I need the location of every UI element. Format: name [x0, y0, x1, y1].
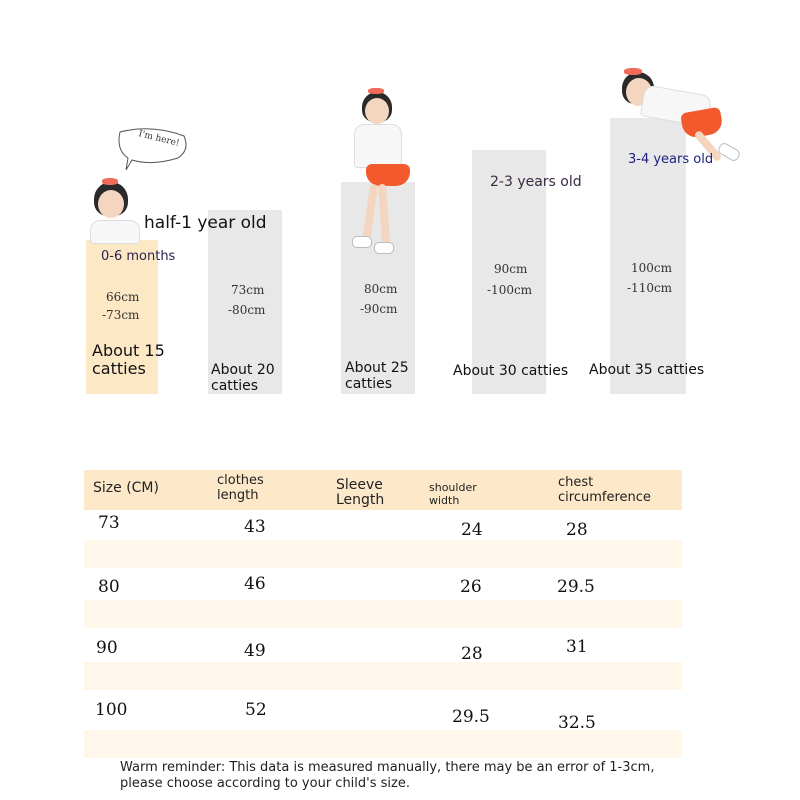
stage-weight-line-2: catties — [92, 359, 146, 378]
header-clothes-length-line-1: clothes — [217, 473, 264, 488]
stage-weight-line-2: catties — [211, 378, 259, 394]
child-photo-1-2-years — [346, 86, 416, 266]
child-photo-0-6-months — [86, 176, 142, 242]
cell-chest: 32.5 — [558, 713, 596, 733]
header-chest-line-2: circumference — [558, 490, 651, 505]
header-sleeve-line-2: Length — [336, 492, 385, 508]
cell-chest: 29.5 — [557, 577, 595, 597]
stage-weight — [211, 362, 275, 394]
stage-height-to: -73cm — [102, 308, 140, 322]
header-clothes-length-line-2: length — [217, 488, 259, 503]
stage-weight-line-1: About 25 — [345, 360, 409, 376]
stage-weight-line-1: About 20 — [211, 362, 275, 378]
cell-shoulder-width: 24 — [461, 520, 483, 540]
cell-chest: 31 — [566, 637, 588, 657]
stage-weight-line-1: About 35 catties — [589, 362, 705, 378]
stage-height-from: 73cm — [231, 283, 265, 297]
stage-age-label: half-1 year old — [144, 213, 267, 233]
stage-height-from: 100cm — [631, 261, 673, 275]
cell-shoulder-width: 26 — [460, 577, 482, 597]
cell-shoulder-width: 29.5 — [452, 707, 490, 727]
cell-size: 73 — [98, 513, 120, 533]
header-shoulder-width — [429, 481, 477, 507]
stage-weight — [345, 360, 409, 392]
cell-clothes-length: 52 — [245, 700, 267, 720]
header-chest-circumference — [558, 475, 651, 505]
row-separator-band — [84, 662, 682, 690]
stage-weight-line-1: About 15 — [92, 341, 165, 360]
cell-size: 100 — [95, 700, 128, 720]
stage-weight — [92, 342, 165, 378]
stage-height-to: -80cm — [228, 303, 266, 317]
speech-bubble — [112, 126, 190, 170]
stage-weight — [453, 363, 568, 379]
stage-height-from: 90cm — [494, 262, 528, 276]
header-shoulder-line-2: width — [429, 494, 460, 507]
warm-reminder-line-2: please choose according to your child's size. — [120, 776, 410, 791]
warm-reminder-line-1: Warm reminder: This data is measured manually, there may be an error of 1-3cm, — [120, 760, 655, 775]
header-sleeve-length — [336, 478, 384, 508]
cell-shoulder-width: 28 — [461, 644, 483, 664]
warm-reminder — [120, 760, 720, 792]
header-chest-line-1: chest — [558, 475, 594, 490]
stage-age-label: 0-6 months — [101, 249, 176, 264]
stage-height-to: -110cm — [627, 281, 673, 295]
stage-weight-line-1: About 30 catties — [453, 363, 569, 379]
stage-height-to: -90cm — [360, 302, 398, 316]
stage-height-to: -100cm — [487, 283, 533, 297]
header-sleeve-line-1: Sleeve — [336, 477, 383, 493]
header-clothes-length — [217, 473, 264, 503]
cell-clothes-length: 46 — [244, 574, 266, 594]
row-separator-band — [84, 540, 682, 568]
cell-clothes-length: 49 — [244, 641, 266, 661]
stage-age-label: 3-4 years old — [628, 152, 714, 167]
header-shoulder-line-1: shoulder — [429, 481, 477, 494]
cell-clothes-length: 43 — [244, 517, 266, 537]
cell-size: 90 — [96, 638, 118, 658]
stage-weight — [589, 362, 704, 378]
stage-height-from: 66cm — [106, 290, 140, 304]
stage-weight-line-2: catties — [345, 376, 393, 392]
cell-size: 80 — [98, 577, 120, 597]
row-separator-band — [84, 600, 682, 628]
stage-age-label: 2-3 years old — [490, 174, 582, 190]
row-separator-band — [84, 730, 682, 758]
stage-height-from: 80cm — [364, 282, 398, 296]
header-size: Size (CM) — [93, 480, 159, 496]
speech-bubble-text: I'm here! — [137, 129, 181, 149]
cell-chest: 28 — [566, 520, 588, 540]
